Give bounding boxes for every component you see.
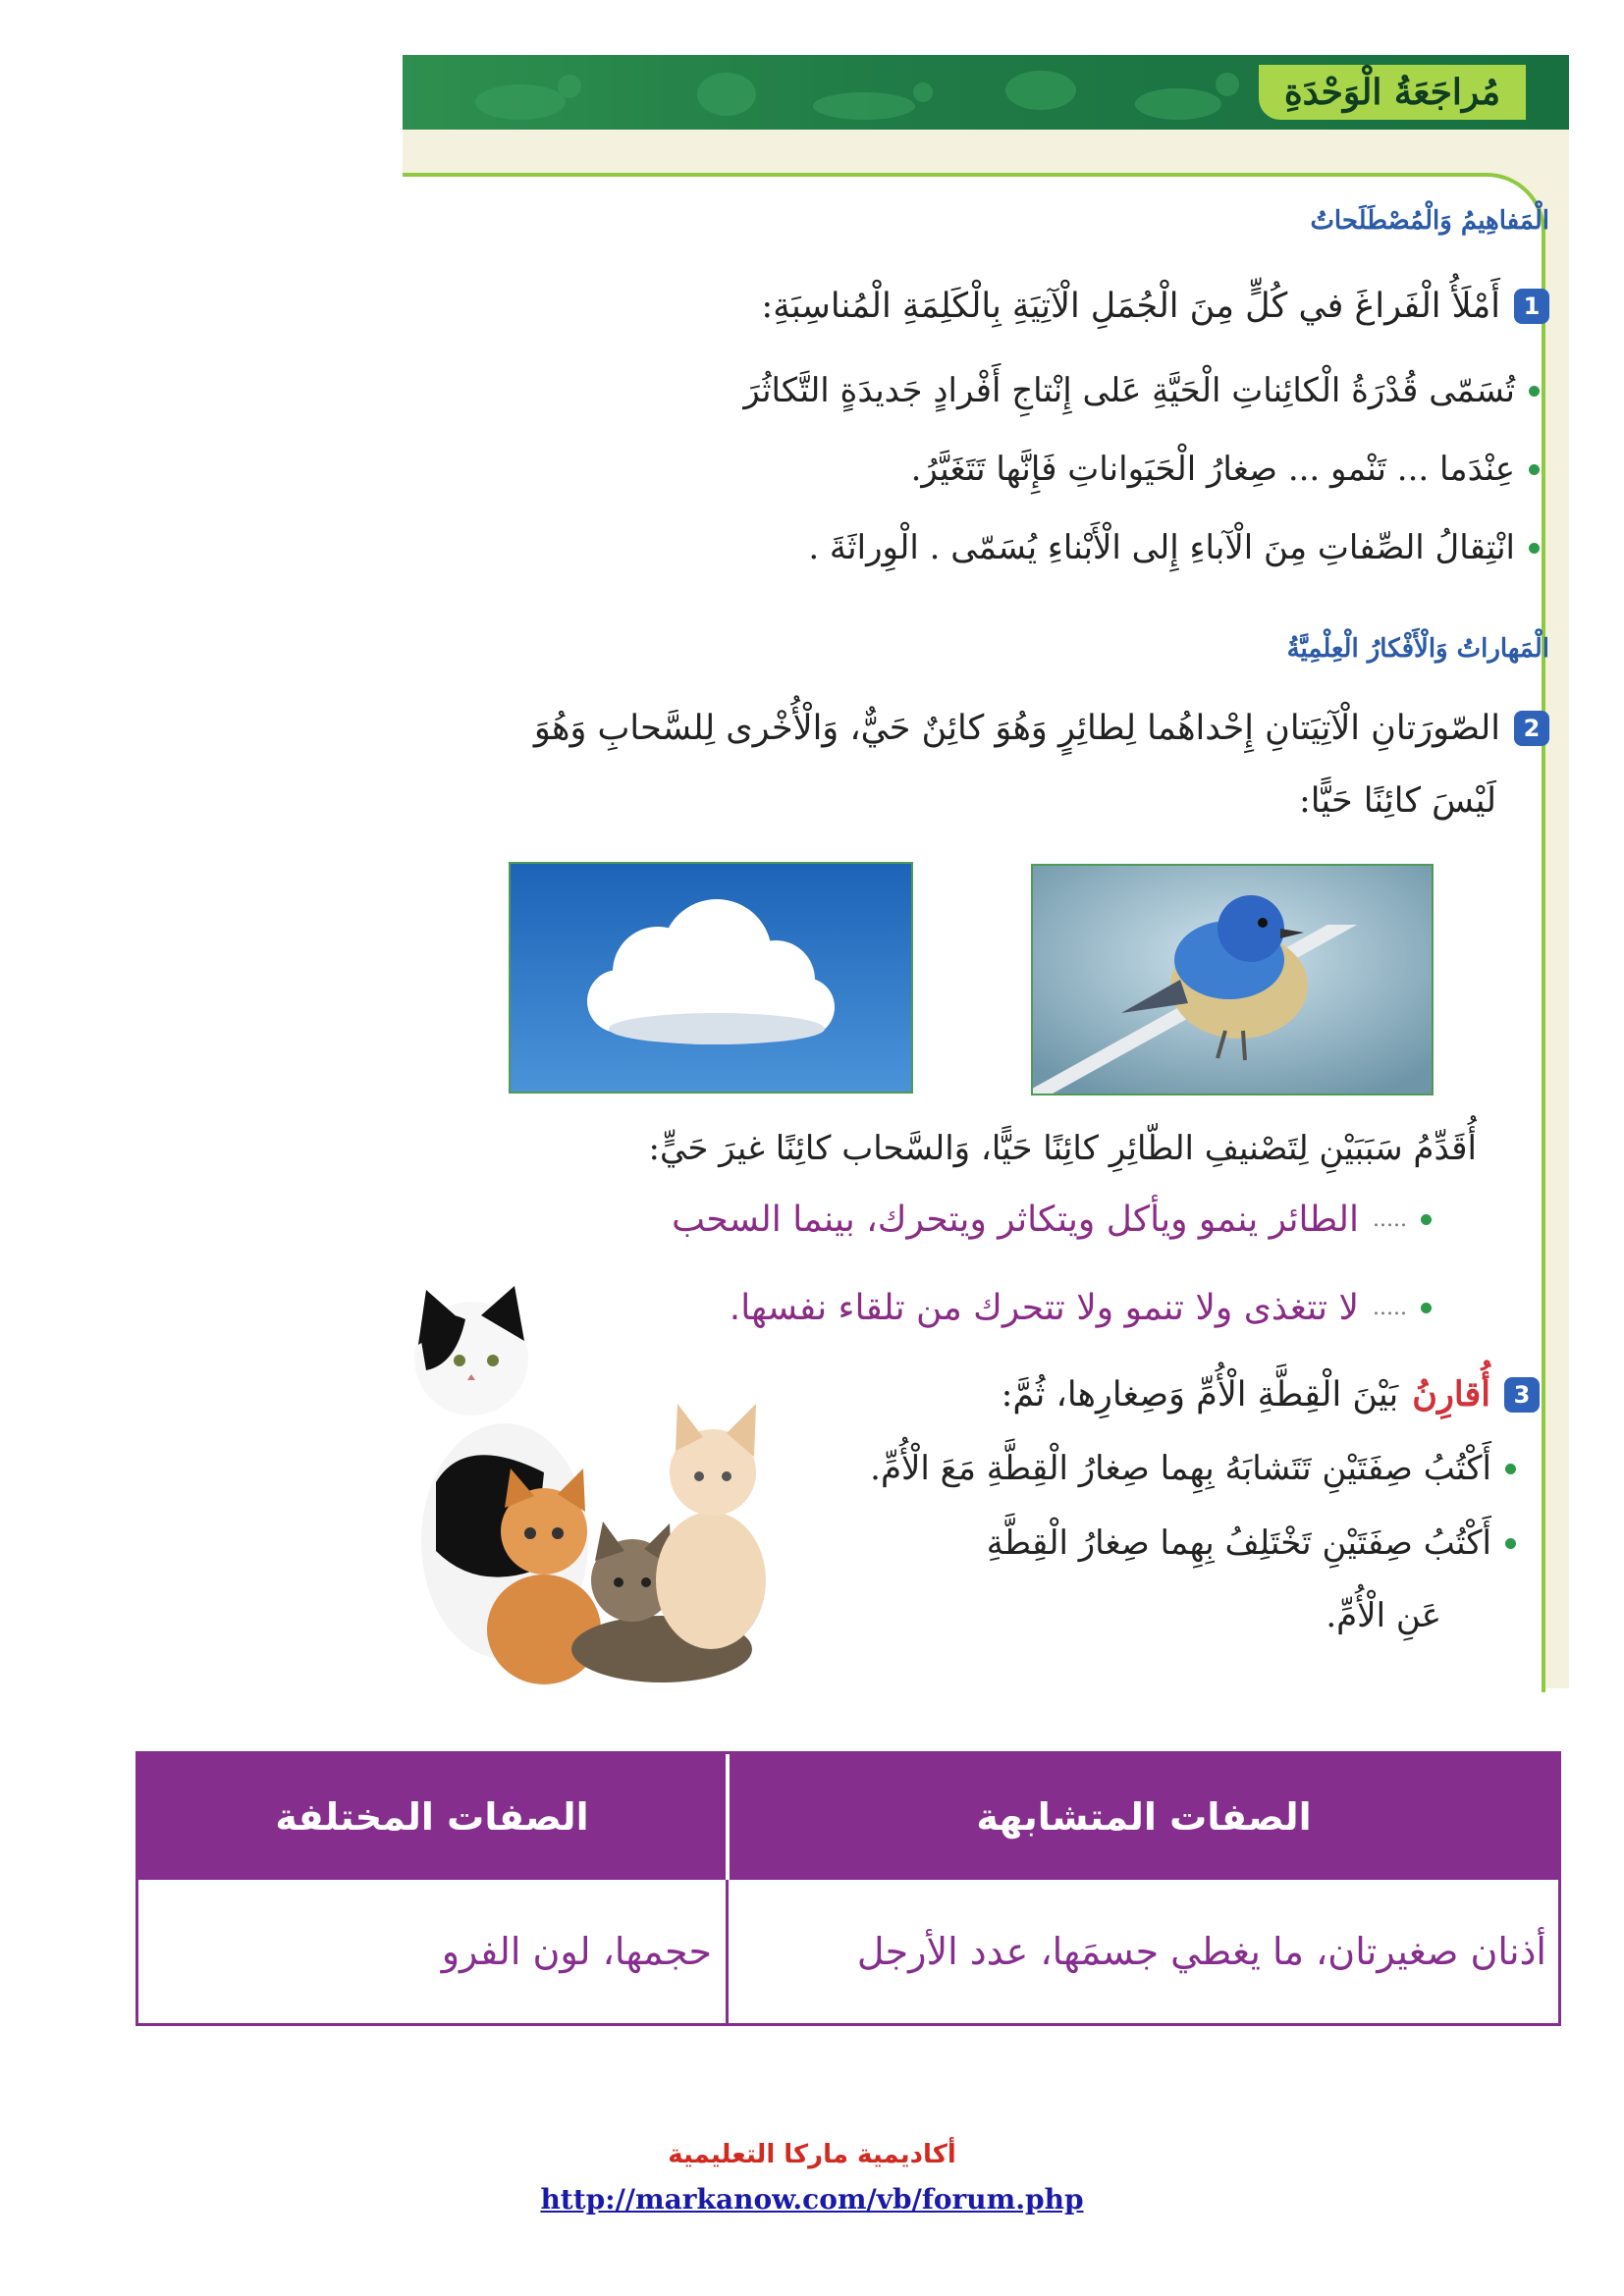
banner-title: مُراجَعَةُ الْوَحْدَةِ: [1259, 65, 1526, 120]
bullet-icon: [1529, 543, 1540, 554]
cell-similar-traits: أذنان صغيرتان، ما يغطي جسمَها، عدد الأرجل: [856, 1930, 1546, 1973]
answer-dots: .....: [1373, 1296, 1407, 1320]
question-3-text: بَيْنَ الْقِطَّةِ الْأُمِّ وَصِغارِها، ثُمَّ:: [1001, 1374, 1399, 1415]
question-number-1: 1: [1514, 289, 1549, 324]
forum-link[interactable]: http://markanow.com/vb/forum.php: [540, 2183, 1084, 2216]
question-1-text: أَمْلَأُ الْفَراغَ في كُلٍّ مِنَ الْجُمَلِ الْآتِيَةِ بِالْكَلِمَةِ الْمُناسِبَةِ:: [761, 287, 1500, 326]
cats-photo: [397, 1276, 829, 1688]
fill-item-2: [911, 450, 1540, 489]
compare-item-1: [870, 1449, 1516, 1488]
fill-item-3: [808, 528, 1540, 567]
compare-verb: أُقارِنُ: [1412, 1374, 1490, 1415]
fill-item-2-text: عِنْدَما ... تَنْمو ... صِغارُ الْحَيَواناتِ فَإِنَّها تَتَغَيَّرُ.: [910, 450, 1515, 489]
forum-link-wrapper: [0, 2183, 1624, 2216]
bullet-icon: [1421, 1303, 1432, 1313]
bird-photo: [1031, 864, 1434, 1095]
bullet-icon: [1529, 386, 1540, 397]
compare-item-1-text: أَكْتُبُ صِفَتَيْنِ تَتَشابَهُ بِهِما صِغارُ الْقِطَّةِ مَعَ الْأُمِّ.: [870, 1449, 1491, 1488]
fill-item-1: [743, 371, 1540, 410]
table-divider: [726, 1880, 729, 2023]
bullet-icon: [1529, 464, 1540, 475]
academy-name: أكاديمية ماركا التعليمية: [668, 2140, 956, 2169]
question-2-line-1: الصّورَتانِ الْآتِيَتانِ إِحْداهُما لِطائِرٍ وَهُوَ كائِنٌ حَيٌّ، وَالْأُخْرى لِلسَّحابِ وَهُوَ: [533, 709, 1500, 748]
unit-review-banner: [403, 55, 1569, 130]
cloud-photo: [509, 862, 913, 1094]
compare-item-2-text: أَكْتُبُ صِفَتَيْنِ تَخْتَلِفُ بِهِما صِغارُ الْقِطَّةِ: [986, 1523, 1491, 1563]
comparison-table: [135, 1751, 1561, 2026]
bullet-icon: [1421, 1214, 1432, 1225]
question-number-3: 3: [1504, 1377, 1540, 1413]
header-similar-traits: الصفات المتشابهة: [976, 1795, 1312, 1839]
question-number-2: 2: [1514, 711, 1549, 746]
reason-answer-1: [672, 1200, 1432, 1240]
reason-answer-2: [730, 1288, 1432, 1328]
bullet-icon: [1505, 1464, 1516, 1474]
compare-item-2-continuation: عَنِ الْأُمِّ.: [1326, 1596, 1441, 1635]
question-1: [761, 287, 1549, 326]
bullet-icon: [1505, 1538, 1516, 1549]
reason-answer-2-text: لا تتغذى ولا تنمو ولا تتحرك من تلقاء نفسها.: [729, 1288, 1360, 1328]
compare-item-2: [987, 1523, 1516, 1563]
question-2-line-2: لَيْسَ كائِنًا حَيًّا:: [1298, 781, 1496, 821]
fill-item-3-text: انْتِقالُ الصِّفاتِ مِنَ الْآباءِ إِلى الْأَبْناءِ يُسَمّى . الْوِراثَةَ .: [808, 528, 1515, 567]
reason-answer-1-text: الطائر ينمو ويأكل ويتكاثر ويتحرك، بينما السحب: [672, 1200, 1360, 1240]
header-different-traits: الصفات المختلفة: [275, 1795, 589, 1839]
question-3: [1001, 1374, 1540, 1415]
answer-dots: .....: [1373, 1207, 1407, 1232]
fill-item-1-text: تُسَمّى قُدْرَةُ الْكائِناتِ الْحَيَّةِ عَلى إِنْتاجِ أَفْرادٍ جَديدَةٍ التَّكاثُرَ: [743, 371, 1515, 410]
reasons-prompt: أُقَدِّمُ سَبَبَيْنِ لِتَصْنيفِ الطّائِرِ كائِنًا حَيًّا، وَالسَّحاب كائِنًا غيرَ حَيٍّ:: [648, 1129, 1477, 1168]
question-2: [534, 709, 1549, 748]
cell-different-traits: حجمها، لون الفرو: [441, 1930, 712, 1973]
section-concepts-title: الْمَفاهِيمُ وَالْمُصْطَلَحاتُ: [1310, 206, 1549, 236]
section-skills-title: الْمَهاراتُ وَالْأَفْكارُ الْعِلْمِيَّةُ: [1286, 634, 1549, 664]
